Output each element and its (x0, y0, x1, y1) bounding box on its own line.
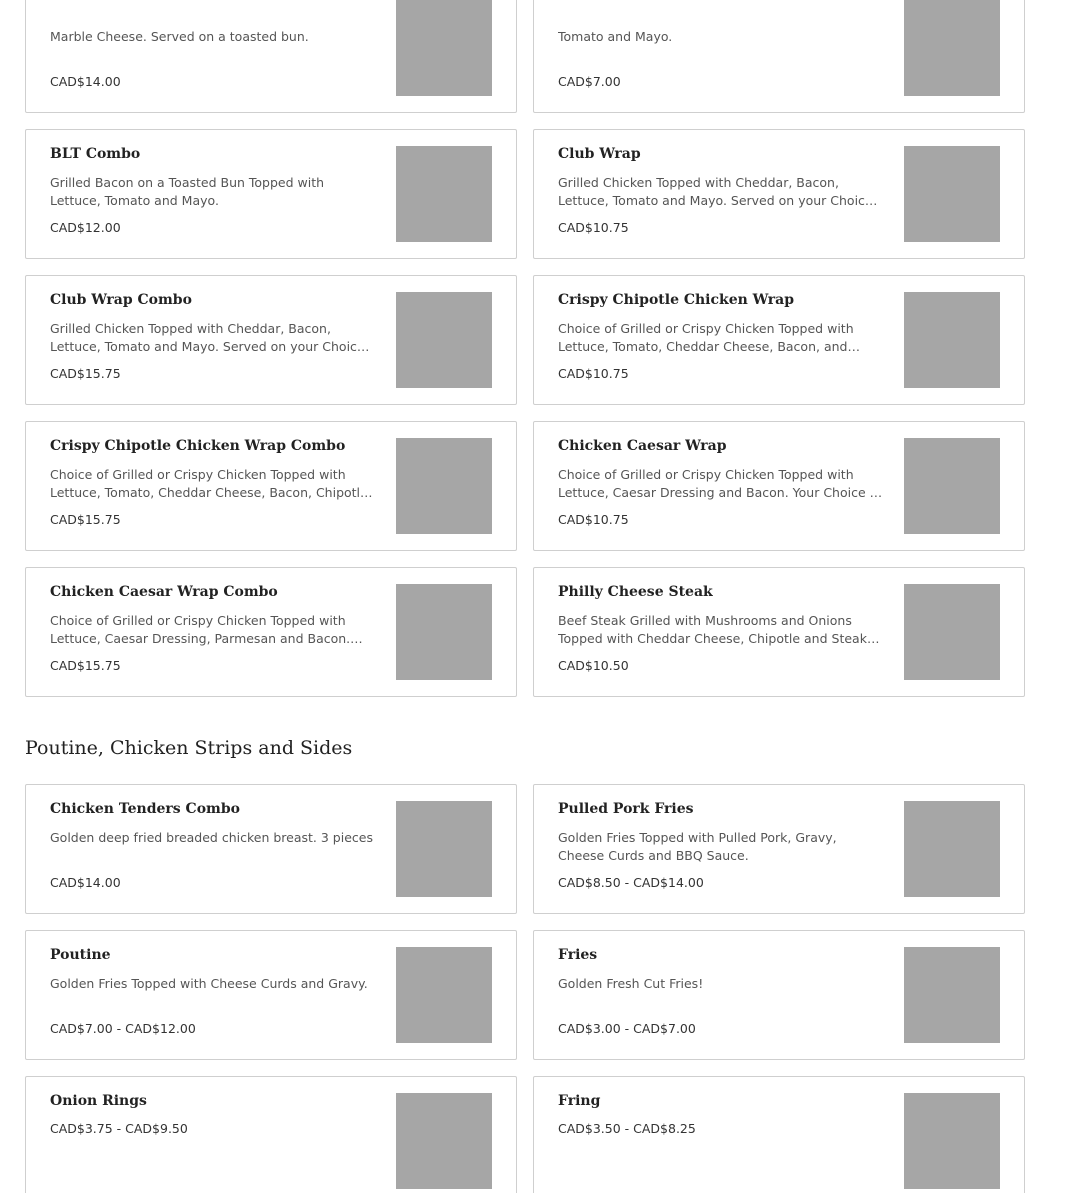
menu-item-price: CAD$15.75 (50, 658, 121, 673)
menu-item-name: Chicken Caesar Wrap Combo (50, 584, 278, 600)
menu-item-description: Golden Fries Topped with Pulled Pork, Gravy, Cheese Curds and BBQ Sauce. (558, 830, 837, 863)
menu-item-image-placeholder (396, 584, 492, 680)
menu-item-price: CAD$10.50 (558, 658, 629, 673)
menu-item-description: Choice of Grilled or Crispy Chicken Topped with Lettuce, Caesar Dressing, Parmesan and Bacon. (50, 613, 351, 646)
menu-item-price: CAD$7.00 - CAD$12.00 (50, 1021, 196, 1036)
menu-item-image-placeholder (396, 801, 492, 897)
menu-item-description: Marble Cheese. Served on a toasted bun. (50, 29, 309, 44)
menu-item-name: Crispy Chipotle Chicken Wrap Combo (50, 438, 346, 454)
menu-item-image-placeholder (904, 947, 1000, 1043)
menu-item-text (50, 438, 376, 528)
menu-item-text (558, 584, 884, 674)
menu-item-card[interactable] (25, 0, 517, 113)
menu-item-price: CAD$3.75 - CAD$9.50 (50, 1121, 188, 1136)
menu-item-name: BLT Combo (50, 146, 141, 162)
menu-item-price: CAD$12.00 (50, 220, 121, 235)
menu-item-name: Philly Cheese Steak (558, 584, 713, 600)
menu-item-name: Fring (558, 1093, 601, 1109)
menu-item-name (558, 0, 884, 16)
menu-item-card[interactable] (533, 0, 1025, 113)
menu-item-description: Choice of Grilled or Crispy Chicken Topped with Lettuce, Tomato, Cheddar Cheese, Bacon, and (558, 321, 854, 354)
menu-item-name: Club Wrap Combo (50, 292, 192, 308)
menu-item-image-placeholder (904, 1093, 1000, 1189)
menu-item-description: Beef Steak Grilled with Mushrooms and Onions Topped with Cheddar Cheese, Chipotle and Steak (558, 613, 867, 646)
menu-item-text (558, 801, 884, 891)
menu-item-text (558, 947, 884, 1037)
menu-item-card[interactable] (533, 275, 1025, 405)
menu-item-image-placeholder (904, 146, 1000, 242)
menu-item-image-placeholder (904, 292, 1000, 388)
menu-item-price: CAD$15.75 (50, 512, 121, 527)
menu-item-image-placeholder (396, 947, 492, 1043)
menu-item-image-placeholder (396, 438, 492, 534)
menu-item-name: Poutine (50, 947, 111, 963)
menu-item-image-placeholder (396, 0, 492, 96)
menu-item-text (50, 947, 376, 1037)
menu-item-text (558, 1093, 884, 1137)
menu-item-card[interactable] (25, 1076, 517, 1193)
menu-item-text (50, 146, 376, 236)
menu-item-card[interactable] (533, 567, 1025, 697)
menu-item-text (50, 0, 376, 90)
menu-item-name: Club Wrap (558, 146, 641, 162)
menu-item-price: CAD$10.75 (558, 366, 629, 381)
menu-item-card[interactable] (25, 275, 517, 405)
menu-item-name: Chicken Tenders Combo (50, 801, 240, 817)
menu-item-description: Golden deep fried breaded chicken breast. 3 pieces (50, 830, 373, 845)
menu-item-image-placeholder (396, 1093, 492, 1189)
menu-item-image-placeholder (904, 438, 1000, 534)
menu-item-text (50, 292, 376, 382)
menu-item-card[interactable] (533, 1076, 1025, 1193)
menu-item-card[interactable] (25, 930, 517, 1060)
menu-item-text (558, 0, 884, 90)
menu-item-text (50, 1093, 376, 1137)
menu-item-card[interactable] (533, 421, 1025, 551)
menu-item-text (558, 292, 884, 382)
menu-item-card[interactable] (533, 930, 1025, 1060)
menu-item-name: Crispy Chipotle Chicken Wrap (558, 292, 795, 308)
menu-item-name: Fries (558, 947, 598, 963)
menu-item-name: Chicken Caesar Wrap (558, 438, 727, 454)
menu-item-card[interactable] (25, 129, 517, 259)
menu-item-price: CAD$14.00 (50, 74, 121, 89)
menu-item-description: Choice of Grilled or Crispy Chicken Topped with Lettuce, Tomato, Cheddar Cheese, Bacon, Chipotle (50, 467, 368, 500)
menu-item-description: Golden Fries Topped with Cheese Curds and Gravy. (50, 976, 368, 991)
menu-item-name: Pulled Pork Fries (558, 801, 694, 817)
menu-item-name: Onion Rings (50, 1093, 147, 1109)
menu-item-text (50, 584, 376, 674)
menu-item-price: CAD$8.50 - CAD$14.00 (558, 875, 704, 890)
menu-item-price: CAD$15.75 (50, 366, 121, 381)
menu-item-price: CAD$14.00 (50, 875, 121, 890)
menu-item-image-placeholder (904, 801, 1000, 897)
menu-item-card[interactable] (25, 421, 517, 551)
menu-item-price: CAD$3.00 - CAD$7.00 (558, 1021, 696, 1036)
menu-item-image-placeholder (396, 146, 492, 242)
menu-container (25, 0, 1025, 1193)
menu-item-price: CAD$3.50 - CAD$8.25 (558, 1121, 696, 1136)
menu-item-price: CAD$10.75 (558, 220, 629, 235)
section-title: Poutine, Chicken Strips and Sides (25, 737, 353, 759)
menu-item-description: Choice of Grilled or Crispy Chicken Topped with Lettuce, Caesar Dressing and Bacon. Your Choice of (558, 467, 882, 500)
menu-item-description: Tomato and Mayo. (558, 29, 673, 44)
menu-item-card[interactable] (25, 567, 517, 697)
menu-item-price: CAD$10.75 (558, 512, 629, 527)
menu-item-price: CAD$7.00 (558, 74, 621, 89)
menu-item-description: Grilled Bacon on a Toasted Bun Topped with Lettuce, Tomato and Mayo. (50, 175, 325, 208)
menu-item-description: Golden Fresh Cut Fries! (558, 976, 704, 991)
menu-item-description: Grilled Chicken Topped with Cheddar, Bacon, Lettuce, Tomato and Mayo. Served on your Choice (558, 175, 873, 208)
menu-grid-sides (25, 784, 1025, 1193)
menu-item-card[interactable] (533, 129, 1025, 259)
menu-item-card[interactable] (25, 784, 517, 914)
menu-item-text (558, 438, 884, 528)
menu-item-text (558, 146, 884, 236)
menu-item-description: Grilled Chicken Topped with Cheddar, Bacon, Lettuce, Tomato and Mayo. Served on your Choice (50, 321, 365, 354)
menu-item-name (50, 0, 376, 16)
menu-item-text (50, 801, 376, 891)
menu-item-image-placeholder (904, 584, 1000, 680)
menu-item-image-placeholder (396, 292, 492, 388)
menu-item-image-placeholder (904, 0, 1000, 96)
menu-item-card[interactable] (533, 784, 1025, 914)
menu-grid-wraps (25, 0, 1025, 697)
